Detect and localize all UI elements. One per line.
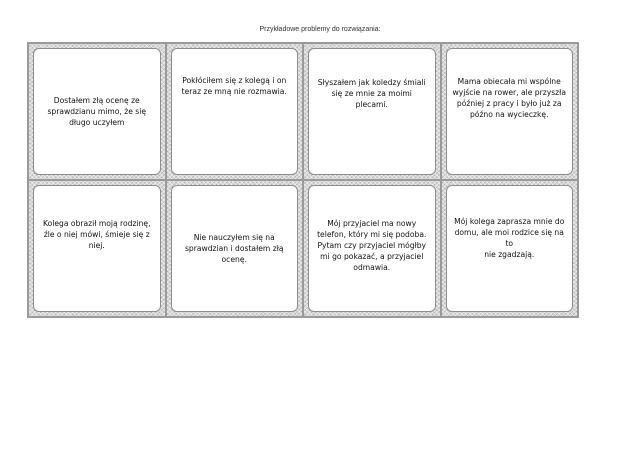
problem-card [171,185,299,312]
problem-card [308,48,436,175]
card-frame [303,180,441,317]
problem-card-text: Dostałem złą ocenę ze sprawdzianu mimo, że się długo uczyłem [47,96,147,127]
card-frame [166,180,304,317]
problem-card [308,185,436,312]
problem-card-text: Pokłóciłem się z kolegą i on teraz ze mną nie rozmawia. [181,76,287,96]
problem-card [33,185,161,312]
problem-card [446,185,574,312]
problem-card-text: Mój kolega zaprasza mnie do domu, ale moi rodzice się na to nie zgadzają. [454,217,565,259]
problem-card [446,48,574,175]
problem-card-text: Mój przyjaciel ma nowy telefon, który mi się podoba. Pytam czy przyjaciel mógłby mi go pokazać, a przyjaciel odmawia. [317,219,427,272]
problem-card [171,48,299,175]
problem-card-text: Mama obiecała mi wspólne wyjście na rower, ale przyszła później z pracy i było już za późno na wycieczkę. [452,77,566,119]
page-title: Przykładowe problemy do rozwiązania: [259,26,381,33]
problem-cards-grid [27,42,579,318]
card-frame [303,43,441,180]
card-frame [441,43,579,180]
card-frame [166,43,304,180]
card-frame [28,180,166,317]
problem-card-text: Kolega obraził moją rodzinę, źle o niej mówi, śmieje się z niej. [43,219,151,250]
problem-card [33,48,161,175]
card-frame [441,180,579,317]
problem-card-text: Nie nauczyłem się na sprawdzian i dostałem złą ocenę. [184,233,284,264]
problem-card-text: Słyszałem jak koledzy śmiali się ze mnie za moimi plecami. [317,78,426,109]
card-frame [28,43,166,180]
